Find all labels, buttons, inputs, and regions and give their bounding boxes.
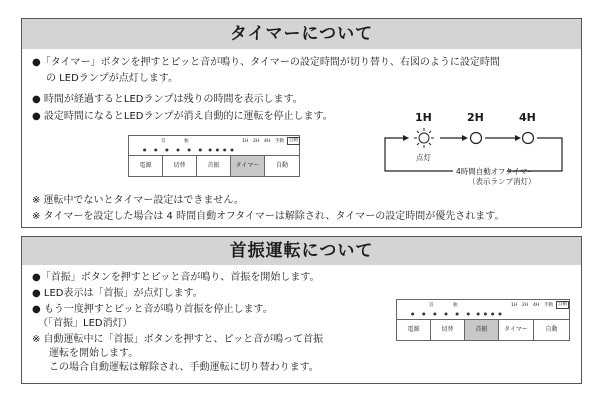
lamp-lit-icon xyxy=(414,128,434,148)
panel-led-dots: ● ● ● ● ● ● ● ● ● ● xyxy=(143,147,234,152)
timer-bullet-1: ●「タイマー」ボタンを押すとピッと音が鳴り、タイマーの設定時間が切り替り、右図のように設定時間 xyxy=(32,57,500,68)
lamp-off-icon xyxy=(471,133,482,144)
panel-label-4h: 4H xyxy=(264,139,271,144)
timer-bullet-3: ● 設定時間になるとLEDランプが消え自動的に運転を停止します。 xyxy=(32,111,333,122)
timer-bullet-2: ● 時間が経過するとLEDランプは残りの時間を表示します。 xyxy=(32,94,303,105)
swing-bullet-2: ● LED表示は「首振」が点灯します。 xyxy=(32,288,203,299)
timer-note-1: ※ 運転中でないとタイマー設定はできません。 xyxy=(32,195,244,206)
swing-note-1-cont: 運転を開始します。 xyxy=(49,348,139,359)
timer-label-2h: 2H xyxy=(467,111,484,124)
power-button[interactable]: 電源 xyxy=(397,320,431,340)
auto-button[interactable]: 自動 xyxy=(545,326,558,333)
timer-note-2: ※ タイマーを設定した場合は 4 時間自動オフタイマーは解除され、タイマーの設定時間が優先されます。 xyxy=(32,211,505,222)
swing-section xyxy=(21,236,582,384)
timer-section xyxy=(21,18,582,228)
lamp-lit-label: 点灯 xyxy=(416,153,431,162)
auto-off-timer-label: 4時間自動オフタイマー xyxy=(456,167,535,176)
lamp-off-label: （表示ランプ消灯） xyxy=(468,177,536,186)
swing-button[interactable]: 首振 xyxy=(197,156,231,176)
timer-bullet-1-cont: の LEDランプが点灯します。 xyxy=(46,73,178,84)
timer-label-1h: 1H xyxy=(415,111,432,124)
panel-label-2h: 2H xyxy=(253,139,260,144)
panel-label-manual: 手動 xyxy=(275,139,284,144)
panel-label-swing: 首 xyxy=(429,303,434,308)
timer-button[interactable]: タイマー xyxy=(499,320,534,340)
switch-button[interactable]: 切替 xyxy=(431,320,465,340)
panel-label-auto: 自動 xyxy=(289,138,298,143)
control-panel-timer xyxy=(128,135,300,177)
power-button[interactable]: 電源 xyxy=(129,156,163,176)
panel-led-dots: ● ● ● ● ● ● ● ● ● ● xyxy=(411,311,502,316)
swing-section-title: 首振運転について xyxy=(22,237,581,265)
panel-label-solo: 独 xyxy=(453,303,458,308)
panel-label-4h: 4H xyxy=(533,303,540,308)
swing-bullet-3-cont: （「首振」LED消灯） xyxy=(38,318,133,329)
switch-button[interactable]: 切替 xyxy=(163,156,197,176)
swing-note-1: ※ 自動運転中に「首振」ボタンを押すと、ピッと音が鳴って首振 xyxy=(32,334,324,345)
panel-label-2h: 2H xyxy=(522,303,529,308)
panel-label-swing: 首 xyxy=(161,139,166,144)
swing-bullet-1: ●「首振」ボタンを押すとピッと音が鳴り、首振を開始します。 xyxy=(32,272,320,283)
panel-label-manual: 手動 xyxy=(544,303,553,308)
panel-label-solo: 独 xyxy=(184,139,189,144)
timer-cycle-diagram xyxy=(377,119,577,199)
timer-label-4h: 4H xyxy=(519,111,536,124)
control-panel-swing xyxy=(396,299,570,341)
timer-button[interactable]: タイマー xyxy=(231,156,265,176)
swing-note-2: この場合自動運転は解除され、手動運転に切り替わります。 xyxy=(49,362,319,373)
swing-bullet-3: ● もう一度押すとピッと音が鳴り首振を停止します。 xyxy=(32,304,273,315)
timer-section-title: タイマーについて xyxy=(22,19,581,49)
panel-label-1h: 1H xyxy=(242,139,249,144)
lamp-off-icon xyxy=(523,133,534,144)
swing-button[interactable]: 首振 xyxy=(465,320,499,340)
auto-button[interactable]: 自動 xyxy=(275,162,288,169)
panel-label-auto: 自動 xyxy=(558,302,567,307)
panel-label-1h: 1H xyxy=(511,303,518,308)
